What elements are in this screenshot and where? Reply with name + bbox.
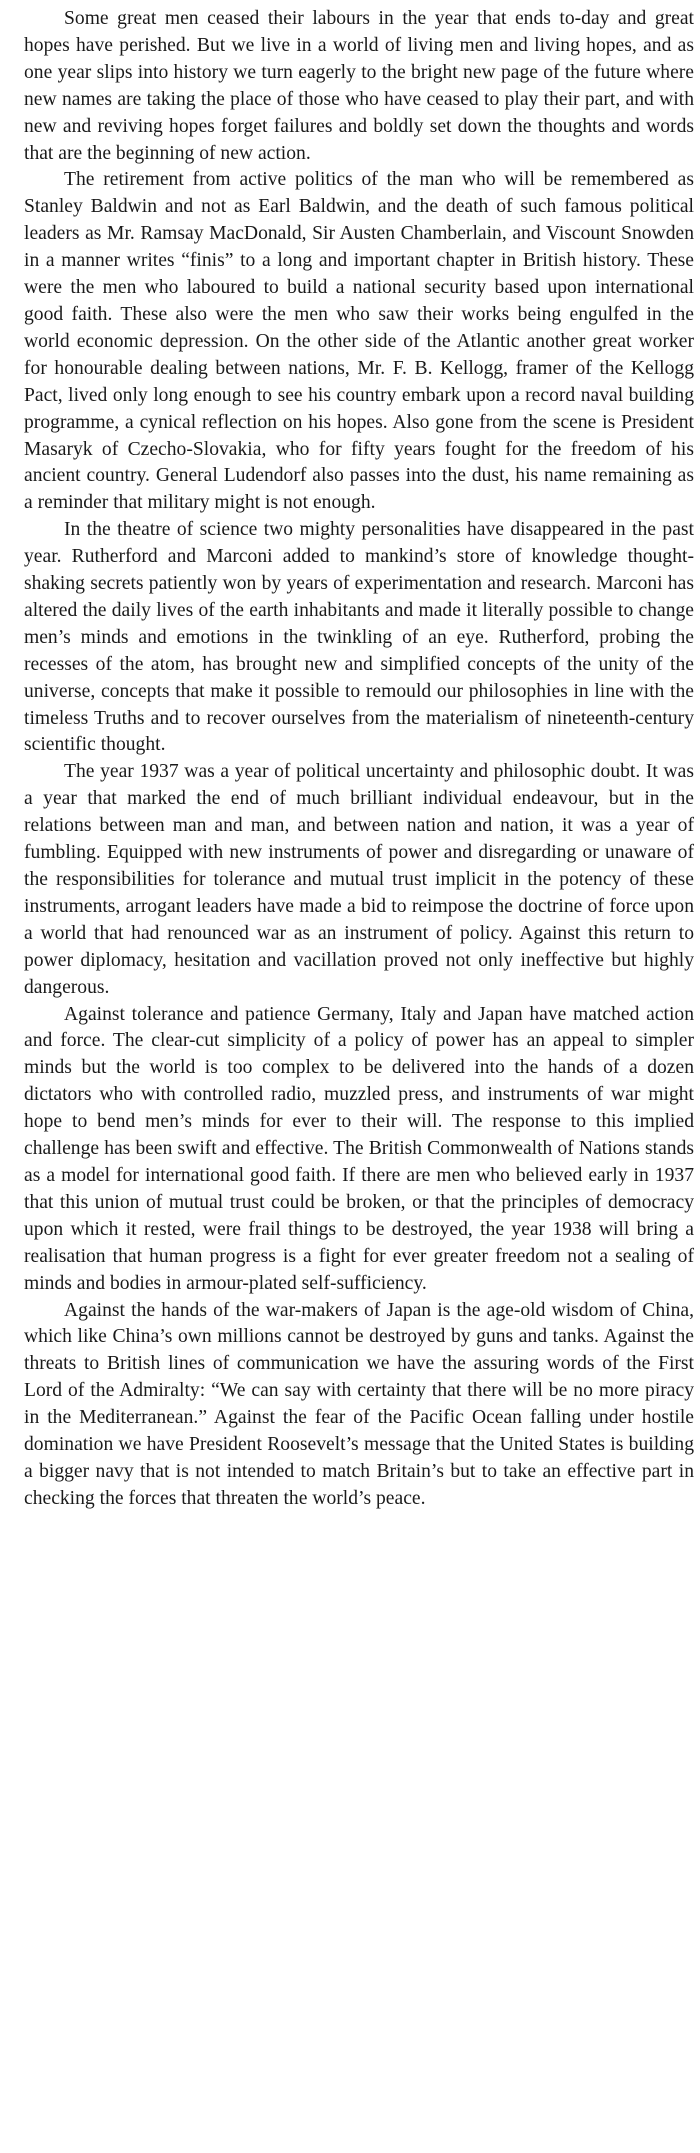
article-column [24, 6, 694, 1513]
paragraph-closing: Against the hands of the war-makers of Japan is the age-old wisdom of China, which like China’s own millions cannot be destroyed by guns and tanks. Against the threats to British lines of communication we have the assuring words of the First Lord of the Admiralty: “We can say with certainty that there will be no more piracy in the Mediterranean.” Against the fear of the Pacific Ocean falling under hostile domination we have President Roosevelt’s message that the United States is building a bigger navy that is not intended to match Britain’s but to take an effective part in checking the forces that threaten the world’s peace. [24, 1299, 694, 1509]
paragraph-science: In the theatre of science two mighty personalities have disappeared in the past year. Rutherford and Marconi added to mankind’s store of knowledge thought-shaking secrets patiently won by years of experimentation and research. Marconi has altered the daily lives of the earth inhabitants and made it literally possible to change men’s minds and emotions in the twinkling of an eye. Rutherford, probing the recesses of the atom, has brought new and simplified concepts of the unity of the universe, concepts that make it possible to remould our philosophies in line with the timeless Truths and to recover ourselves from the materialism of nineteenth-century scientific thought. [24, 519, 694, 756]
paragraph-opening: Some great men ceased their labours in the year that ends to-day and great hopes have perished. But we live in a world of living men and living hopes, and as one year slips into history we turn eagerly to the bright new page of the future where new names are taking the place of those who have ceased to play their part, and with new and reviving hopes forget failures and boldly set down the thoughts and words that are the beginning of new action. [24, 8, 694, 164]
paragraph-year-1937: The year 1937 was a year of political uncertainty and philosophic doubt. It was a year that marked the end of much brilliant individual endeavour, but in the relations between man and man, and between nation and nation, it was a year of fumbling. Equipped with new instruments of power and disregarding or unaware of the responsibilities for tolerance and mutual trust implicit in the potency of these instruments, arrogant leaders have made a bid to reimpose the doctrine of force upon a world that had renounced war as an instrument of policy. Against this return to power diplomacy, hesitation and vacillation proved not only ineffective but highly dangerous. [24, 761, 694, 998]
paragraph-political-leaders: The retirement from active politics of the man who will be remembered as Stanley Baldwin and not as Earl Baldwin, and the death of such famous political leaders as Mr. Ramsay MacDonald, Sir Austen Chamberlain, and Viscount Snowden in a manner writes “finis” to a long and important chapter in British history. These were the men who laboured to build a national security based upon international good faith. These also were the men who saw their works being engulfed in the world economic depression. On the other side of the Atlantic another great worker for honourable dealing between nations, Mr. F. B. Kellogg, framer of the Kellogg Pact, lived only long enough to see his country embark upon a record naval building programme, a cynical reflection on his hopes. Also gone from the scene is President Masaryk of Czecho-Slovakia, who for fifty years fought for the freedom of his ancient country. General Ludendorf also passes into the dust, his name remaining as a reminder that military might is not enough. [24, 169, 694, 514]
paragraph-dictators: Against tolerance and patience Germany, Italy and Japan have matched action and force. The clear-cut simplicity of a policy of power has an appeal to simpler minds but the world is too complex to be delivered into the hands of a dozen dictators who with controlled radio, muzzled press, and instruments of war might hope to bend men’s minds for ever to their will. The response to this implied challenge has been swift and effective. The British Commonwealth of Nations stands as a model for international good faith. If there are men who believed early in 1937 that this union of mutual trust could be broken, or that the principles of democracy upon which it rested, were frail things to be destroyed, the year 1938 will bring a realisation that human progress is a fight for ever greater freedom not a sealing of minds and bodies in armour-plated self-sufficiency. [24, 1003, 694, 1294]
